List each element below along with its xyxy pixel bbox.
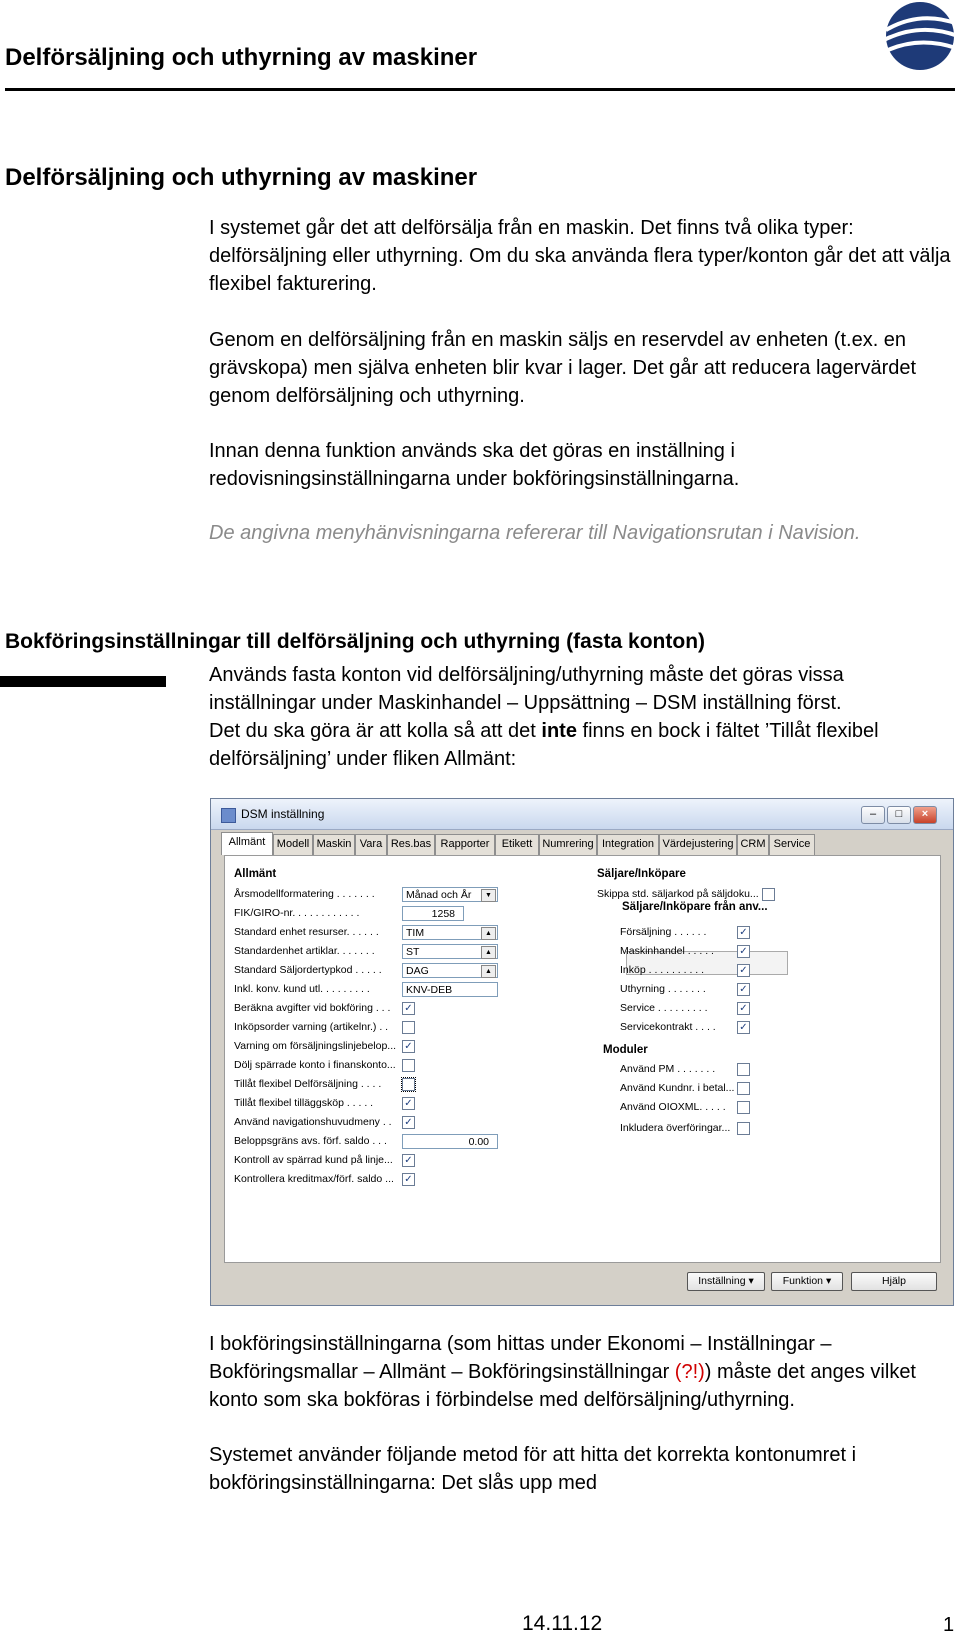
page-header-title: Delförsäljning och uthyrning av maskiner [5,44,478,71]
skip-salesperson-checkbox[interactable] [762,888,775,901]
sales-line-warning-checkbox[interactable]: ✓ [402,1040,415,1053]
field-label: Inkl. konv. kund utl. . . . . . . . . [234,983,370,995]
resource-unit-field[interactable]: TIM ▲ [402,925,498,940]
dialog-app-icon [221,808,236,823]
tab-res-bas[interactable]: Res.bas [387,834,435,855]
check-label: Använd OIOXML. . . . . [620,1101,726,1113]
check-label: Kontrollera kreditmax/förf. saldo ... [234,1173,394,1185]
help-button[interactable]: Hjälp [851,1272,937,1291]
dialog-titlebar[interactable] [211,799,953,830]
salesperson-from-user-heading: Säljare/Inköpare från anv... [622,901,768,913]
tab-integration[interactable]: Integration [597,834,659,855]
check-label: Tillåt flexibel Delförsäljning . . . . [234,1078,382,1090]
tab-rapporter[interactable]: Rapporter [435,834,495,855]
machine-trade-checkbox[interactable]: ✓ [737,945,750,958]
rental-checkbox[interactable]: ✓ [737,983,750,996]
tab-vara[interactable]: Vara [355,834,387,855]
lookup-arrow-icon[interactable]: ▲ [481,946,496,959]
posting-setup-paragraph: I bokföringsinställningarna (som hittas under Ekonomi – Inställningar – Bokföringsmallar – Allmänt – Bokföringsinställningar (?!)) måste det anges vilket konto som ska bokföras i förbindelse med delförsäljning/uthyrning. [209,1333,916,1411]
maximize-icon[interactable]: □ [887,806,911,824]
check-label: Inkludera överföringar... [620,1122,731,1134]
tab-etikett[interactable]: Etikett [495,834,539,855]
settings-menu-button[interactable]: Inställning ▾ [687,1272,765,1291]
check-label: Varning om försäljningslinjebelop... [234,1040,397,1052]
check-label: Service . . . . . . . . . [620,1002,708,1014]
field-label: Standard enhet resurser. . . . . . [234,926,379,938]
modules-heading: Moduler [603,1044,648,1056]
use-oioxml-checkbox[interactable] [737,1101,750,1114]
check-label: Försäljning . . . . . . [620,926,707,938]
check-label: Maskinhandel . . . . . [620,945,714,957]
intro-paragraph-1: I systemet går det att delförsälja från en maskin. Det finns två olika typer: delförsäljning eller uthyrning. Om du ska använda flera typer/konton går det att välja flexibel fakturering. [209,217,951,295]
check-label: Servicekontrakt . . . . [620,1021,716,1033]
dsm-settings-dialog [210,798,954,1306]
general-tab-panel [224,855,941,1263]
purchase-warning-checkbox[interactable] [402,1021,415,1034]
dialog-title: DSM inställning [241,807,325,821]
field-label: Standard Säljordertypkod . . . . . [234,964,382,976]
credit-max-checkbox[interactable]: ✓ [402,1173,415,1186]
section-title: Delförsäljning och uthyrning av maskiner [5,164,478,191]
subsection-title: Bokföringsinställningar till delförsäljning och uthyrning (fasta konton) [5,630,706,653]
header-divider [5,88,955,91]
sales-order-type-field[interactable]: DAG ▲ [402,963,498,978]
method-paragraph: Systemet använder följande metod för att hitta det korrekta kontonumret i bokföringsinställningarna: Det slås upp med [209,1444,857,1494]
check-label: Beräkna avgifter vid bokföring . . . [234,1002,391,1014]
check-label: Skippa std. säljarkod på säljdoku... [597,888,759,900]
check-label: Tillåt flexibel tilläggsköp . . . . . [234,1097,374,1109]
general-group-heading: Allmänt [234,868,277,880]
tab-service[interactable]: Service [769,834,815,855]
service-checkbox[interactable]: ✓ [737,1002,750,1015]
flexible-addon-checkbox[interactable]: ✓ [402,1097,415,1110]
navigation-note: De angivna menyhänvisningarna refererar till Navigationsrutan i Navision. [209,522,861,544]
check-label: Använd PM . . . . . . . [620,1063,716,1075]
use-customer-no-checkbox[interactable] [737,1082,750,1095]
footer-date: 14.11.12 [522,1612,603,1635]
item-unit-field[interactable]: ST ▲ [402,944,498,959]
tab-vardejustering[interactable]: Värdejustering [659,834,737,855]
company-logo [880,0,960,72]
minimize-icon[interactable]: – [861,806,885,824]
subsection-marker-bar [0,676,166,687]
intro-paragraph-3: Innan denna funktion används ska det göras en inställning i redovisningsinställningarna under bokföringsinställningarna. [209,440,740,490]
hide-blocked-checkbox[interactable] [402,1059,415,1072]
tab-crm[interactable]: CRM [737,834,769,855]
use-pm-checkbox[interactable] [737,1063,750,1076]
field-label: Beloppsgräns avs. förf. saldo . . . [234,1135,387,1147]
field-label: FIK/GIRO-nr. . . . . . . . . . . . [234,907,360,919]
giro-number-field[interactable]: 1258 [402,906,464,921]
tab-maskin[interactable]: Maskin [313,834,355,855]
lookup-arrow-icon[interactable]: ▲ [481,965,496,978]
amount-limit-field[interactable]: 0.00 [402,1134,498,1149]
check-label: Uthyrning . . . . . . . [620,983,706,995]
check-label: Använd Kundnr. i betal... [620,1082,735,1094]
include-transfers-checkbox[interactable] [737,1122,750,1135]
intro-paragraph-2: Genom en delförsäljning från en maskin säljs en reservdel av enheten (t.ex. en grävskopa) men själva enheten blir kvar i lager. Det går att reducera lagervärdet genom delförsäljning och uthyrning. [209,329,917,407]
field-label: Standardenhet artiklar. . . . . . . [234,945,375,957]
chevron-down-icon[interactable]: ▼ [481,889,496,902]
check-label: Kontroll av spärrad kund på linje... [234,1154,393,1166]
dialog-tabs [221,834,947,855]
page-number: 1 [943,1614,955,1636]
check-label: Använd navigationshuvudmeny . . [234,1116,392,1128]
tab-allmant[interactable]: Allmänt [221,832,273,855]
function-menu-button[interactable]: Funktion ▾ [771,1272,843,1291]
tab-modell[interactable]: Modell [273,834,313,855]
subsection-paragraph: Används fasta konton vid delförsäljning/uthyrning måste det göras vissa inställningar under Maskinhandel – Uppsättning – DSM inställning först. Det du ska göra är att kolla så att det inte finns en bock i fältet ’Tillåt flexibel delförsäljning’ under fliken Allmänt: [209,664,879,770]
lookup-arrow-icon[interactable]: ▲ [481,927,496,940]
blocked-customer-checkbox[interactable]: ✓ [402,1154,415,1167]
close-icon[interactable]: × [913,806,937,824]
nav-menu-checkbox[interactable]: ✓ [402,1116,415,1129]
salesperson-group-heading: Säljare/Inköpare [597,868,686,880]
flexible-partial-sale-checkbox[interactable] [402,1078,415,1091]
check-label: Dölj spärrade konto i finanskonto... [234,1059,396,1071]
check-label: Inköpsorder varning (artikelnr.) . . [234,1021,389,1033]
model-year-format-select[interactable]: Månad och År ▼ [402,887,498,902]
service-contract-checkbox[interactable]: ✓ [737,1021,750,1034]
calc-fees-checkbox[interactable]: ✓ [402,1002,415,1015]
conversion-customer-field[interactable]: KNV-DEB [402,982,498,997]
tab-numrering[interactable]: Numrering [539,834,597,855]
check-label: Inköp . . . . . . . . . . [620,964,705,976]
field-label: Årsmodellformatering . . . . . . . [234,888,375,900]
sales-checkbox[interactable]: ✓ [737,926,750,939]
purchase-checkbox[interactable]: ✓ [737,964,750,977]
